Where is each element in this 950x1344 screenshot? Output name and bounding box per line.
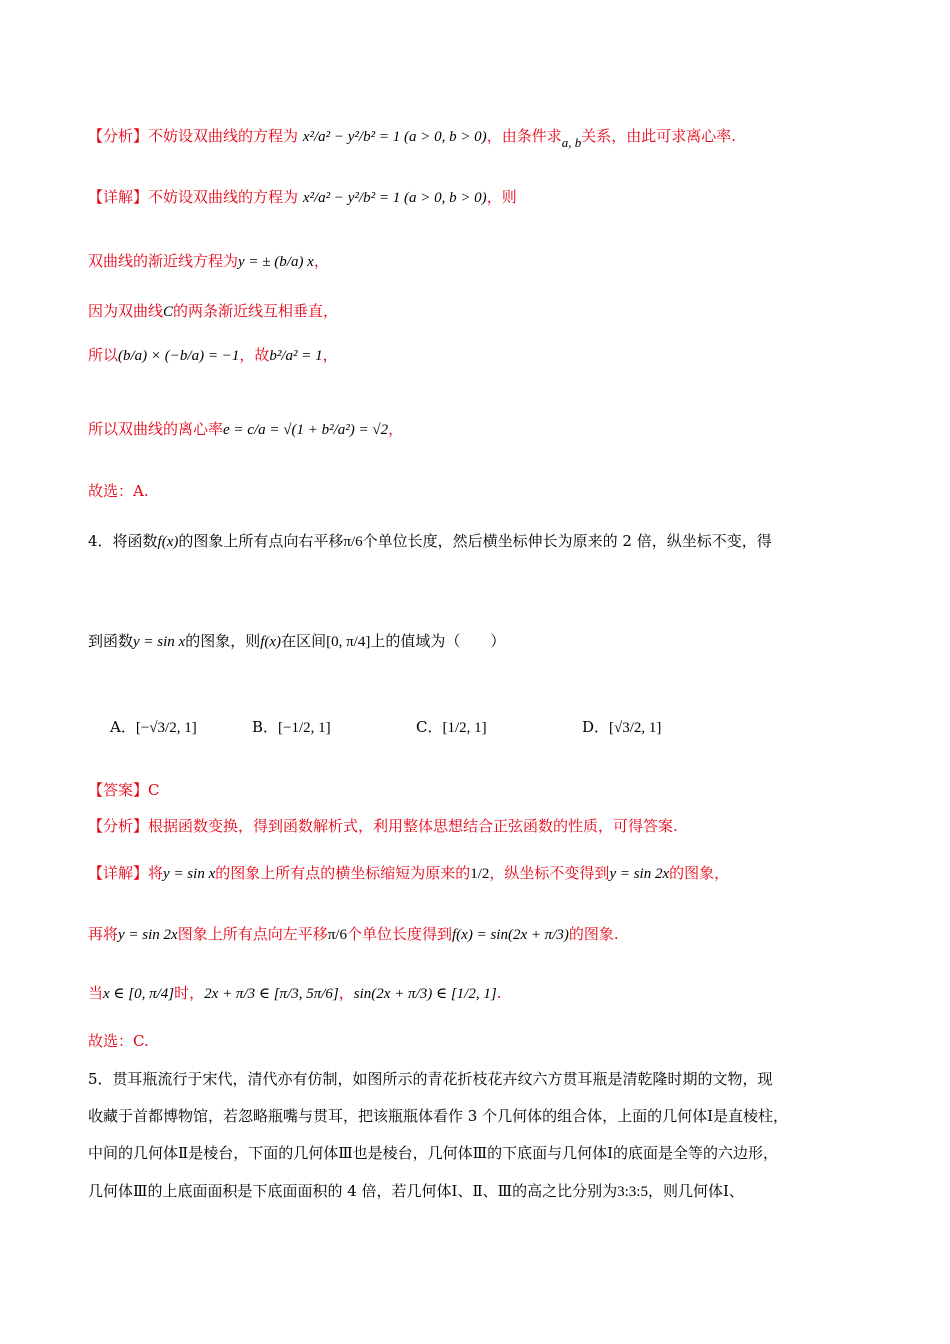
- q5-line-1: 5．贯耳瓶流行于宋代，清代亦有仿制，如图所示的青花折枝花卉纹六方贯耳瓶是清乾隆时期的文物，现: [88, 1070, 773, 1088]
- option-b[interactable]: B．[−1/2, 1]: [252, 718, 331, 736]
- product-equation: (b/a) × (−b/a) = −1: [118, 348, 240, 364]
- shift-amount: π/6: [343, 534, 363, 550]
- option-a[interactable]: A．[−√3/2, 1]: [110, 718, 197, 736]
- asymptote-equation: y = ± (b/a) x: [238, 254, 314, 270]
- q5-line-2: 收藏于首都博物馆，若忽略瓶嘴与贯耳，把该瓶瓶体看作 3 个几何体的组合体，上面的几何体Ⅰ是直棱柱，: [88, 1107, 789, 1125]
- choice-c-line: 故选：C.: [88, 1032, 149, 1050]
- q4-when-line: 当x ∈ [0, π/4]时，2x + π/3 ∈ [π/3, 5π/6]，sin(2x + π/3) ∈ [1/2, 1].: [88, 984, 502, 1002]
- q4-again-line: 再将y = sin 2x图象上所有点向左平移π/6个单位长度得到f(x) = sin(2x + π/3)的图象.: [88, 925, 619, 943]
- detail-tag: 【详解】: [88, 188, 149, 206]
- q5-line-4: 几何体Ⅲ的上底面面积是下底面面积的 4 倍，若几何体Ⅰ、Ⅱ、Ⅲ的高之比分别为3:3:5，则几何体Ⅰ、: [88, 1182, 744, 1200]
- option-c[interactable]: C．[1/2, 1]: [416, 718, 487, 736]
- hyperbola-equation: x²/a² − y²/b² = 1 (a > 0, b > 0): [302, 129, 487, 145]
- q4-line-1: 4．将函数f(x)的图象上所有点向右平移π/6个单位长度，然后横坐标伸长为原来的 2 倍，纵坐标不变，得: [88, 532, 772, 550]
- answer-tag: 【答案】: [88, 781, 149, 799]
- analysis-tag: 【分析】: [88, 127, 149, 145]
- answer-value: C: [148, 781, 160, 799]
- perpendicular-line: 因为双曲线C的两条渐近线互相垂直，: [88, 302, 339, 320]
- interval: [0, π/4]: [326, 634, 371, 650]
- eccentricity-line: 所以双曲线的离心率e = c/a = √(1 + b²/a²) = √2，: [88, 420, 404, 438]
- q4-line-2: 到函数y = sin x的图象，则f(x)在区间[0, π/4]上的值域为（ ）: [88, 632, 506, 650]
- hyperbola-equation-2: x²/a² − y²/b² = 1 (a > 0, b > 0): [302, 190, 487, 206]
- answer-line: [88, 779, 160, 800]
- result-function: f(x) = sin(2x + π/3): [452, 927, 569, 943]
- choice-a-line: 故选：A.: [88, 482, 149, 500]
- asymptote-line: 双曲线的渐近线方程为y = ± (b/a) x，: [88, 252, 329, 270]
- height-ratio: 3:3:5: [617, 1184, 648, 1200]
- eccentricity-equation: e = c/a = √(1 + b²/a²) = √2: [223, 422, 389, 438]
- detail-line: 【详解】不妨设双曲线的方程为 x²/a² − y²/b² = 1 (a > 0, b > 0)，则: [88, 188, 517, 206]
- analysis-line: 【分析】不妨设双曲线的方程为 x²/a² − y²/b² = 1 (a > 0, b > 0)，由条件求a, b关系，由此可求离心率.: [88, 127, 736, 150]
- q4-detail-line: 【详解】将y = sin x的图象上所有点的横坐标缩短为原来的1/2，纵坐标不变得到y = sin 2x的图象，: [88, 864, 730, 882]
- ratio-equation: b²/a² = 1: [269, 348, 323, 364]
- option-d[interactable]: D．[√3/2, 1]: [582, 718, 662, 736]
- so-line: 所以(b/a) × (−b/a) = −1，故b²/a² = 1，: [88, 346, 338, 364]
- q4-analysis-line: 【分析】根据函数变换，得到函数解析式，利用整体思想结合正弦函数的性质，可得答案.: [88, 817, 678, 835]
- q5-line-3: 中间的几何体Ⅱ是棱台，下面的几何体Ⅲ也是棱台，几何体Ⅲ的下底面与几何体Ⅰ的底面是全等的六边形，: [88, 1144, 779, 1162]
